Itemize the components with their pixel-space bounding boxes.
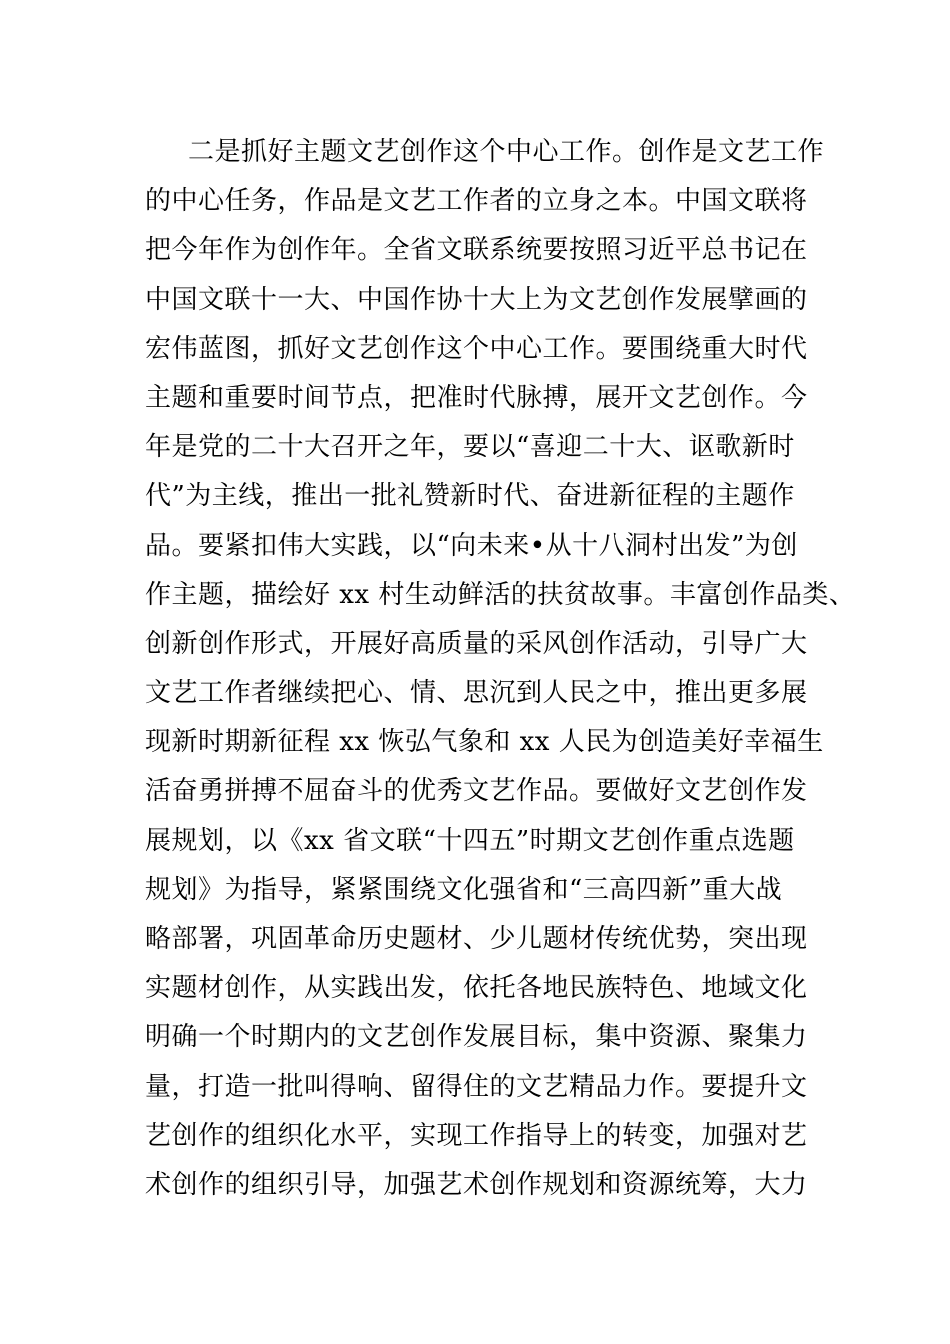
text-line: 把今年作为创作年。全省文联系统要按照习近平总书记在 xyxy=(145,235,808,266)
text-line: 作主题，描绘好 xx 村生动鲜活的扶贫故事。丰富创作品类、 xyxy=(145,579,856,610)
text-line: 主题和重要时间节点，把准时代脉搏，展开文艺创作。今 xyxy=(145,382,808,413)
text-line: 宏伟蓝图，抓好文艺创作这个中心工作。要围绕重大时代 xyxy=(145,333,808,364)
text-line: 实题材创作，从实践出发，依托各地民族特色、地域文化 xyxy=(145,973,808,1004)
text-line: 创新创作形式，开展好高质量的采风创作活动，引导广大 xyxy=(145,628,808,659)
text-line: 的中心任务，作品是文艺工作者的立身之本。中国文联将 xyxy=(145,186,808,217)
text-line: 二是抓好主题文艺创作这个中心工作。创作是文艺工作 xyxy=(188,137,825,167)
text-line: 展规划，以《xx 省文联“十四五”时期文艺创作重点选题 xyxy=(145,825,795,856)
text-line: 规划》为指导，紧紧围绕文化强省和“三高四新”重大战 xyxy=(145,874,783,905)
text-line: 艺创作的组织化水平，实现工作指导上的转变，加强对艺 xyxy=(145,1120,808,1151)
text-line: 略部署，巩固革命历史题材、少儿题材传统优势，突出现 xyxy=(145,924,808,954)
text-line: 代”为主线，推出一批礼赞新时代、奋进新征程的主题作 xyxy=(145,481,795,512)
text-line: 中国文联十一大、中国作协十大上为文艺创作发展擘画的 xyxy=(145,284,808,315)
text-line: 量，打造一批叫得响、留得住的文艺精品力作。要提升文 xyxy=(145,1071,808,1102)
text-line: 明确一个时期内的文艺创作发展目标，集中资源、聚集力 xyxy=(145,1022,808,1053)
text-line: 现新时期新征程 xx 恢弘气象和 xx 人民为创造美好幸福生 xyxy=(145,727,824,758)
text-line: 文艺工作者继续把心、情、思沉到人民之中，推出更多展 xyxy=(145,678,808,709)
text-line: 年是党的二十大召开之年，要以“喜迎二十大、讴歌新时 xyxy=(145,432,795,463)
text-line: 术创作的组织引导，加强艺术创作规划和资源统筹，大力 xyxy=(145,1169,808,1200)
text-line: 活奋勇拼搏不屈奋斗的优秀文艺作品。要做好文艺创作发 xyxy=(145,776,808,807)
text-line: 品。要紧扣伟大实践，以“向未来•从十八洞村出发”为创 xyxy=(145,530,798,561)
body-paragraph xyxy=(145,128,856,1210)
